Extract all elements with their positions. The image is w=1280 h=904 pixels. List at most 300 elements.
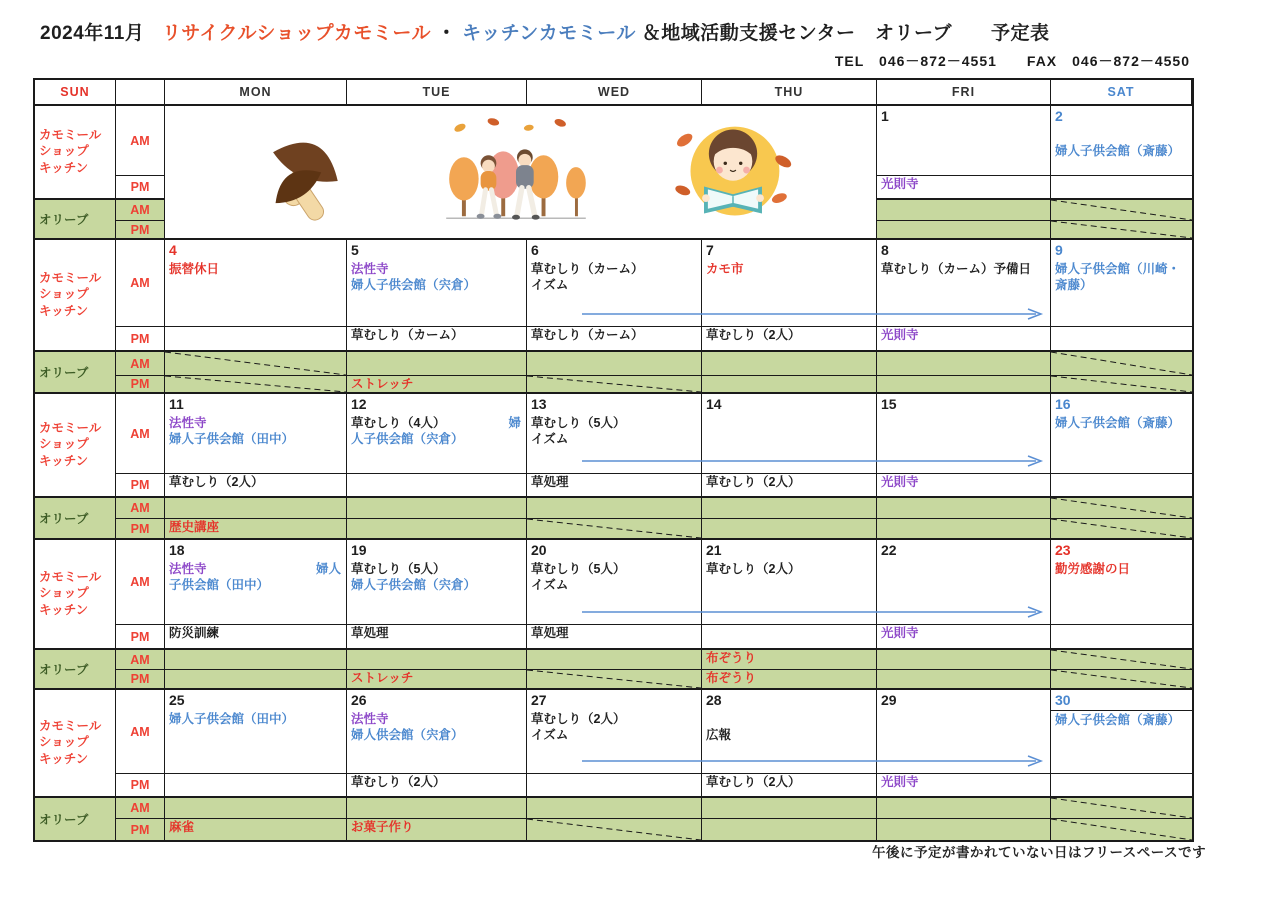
day-number: 23 — [1055, 542, 1071, 558]
day-30-sat-olive-pm-cell — [1051, 819, 1192, 840]
day-30-sat-am-cell — [1051, 690, 1192, 774]
title-kitchen: キッチンカモミール — [462, 23, 636, 44]
row-label-text: カモミール — [39, 569, 102, 584]
olive-pm-label: PM — [116, 519, 165, 540]
event-text: 婦人子供会館（川崎・ — [1055, 262, 1181, 276]
event-text: 布ぞうり — [706, 671, 757, 685]
day-number: 28 — [706, 692, 722, 708]
day-25-mon-olive-am-cell — [165, 798, 347, 819]
header-fri: FRI — [877, 80, 1051, 106]
day-4-mon-am-cell — [165, 240, 347, 327]
day-1-fri-olive-am-cell — [877, 200, 1051, 221]
day-number: 8 — [881, 242, 889, 258]
event-text: 光則寺 — [881, 775, 919, 789]
day-number: 2 — [1055, 108, 1063, 124]
event-text: 草むしり（5人） — [531, 562, 626, 576]
day-9-sat-olive-pm-cell — [1051, 376, 1192, 394]
day-6-wed-olive-am-cell — [527, 352, 702, 376]
day-29-fri-pm-cell — [877, 774, 1051, 798]
day-7-thu-pm-cell — [702, 327, 877, 352]
day-2-sat-olive-am-cell — [1051, 200, 1192, 221]
day-13-wed-olive-pm-cell — [527, 519, 702, 540]
day-16-sat-am-cell — [1051, 394, 1192, 474]
olive-am-label: AM — [116, 798, 165, 819]
closed-diagonal-line — [165, 376, 346, 392]
event-line — [527, 712, 701, 727]
am-label: AM — [116, 106, 165, 176]
event-text: 草むしり（5人） — [351, 562, 446, 576]
event-line — [1051, 262, 1192, 277]
event-text: 草むしり（5人） — [531, 416, 626, 430]
row-label-olive: オリーブ — [35, 498, 116, 540]
title-rest: ＆地域活動支援センター オリーブ 予定表 — [641, 23, 1050, 44]
event-text: 草むしり（2人） — [351, 775, 446, 789]
event-line — [347, 278, 526, 293]
page-title — [40, 18, 1050, 45]
day-5-tue-pm-cell — [347, 327, 527, 352]
closed-diagonal-line — [1051, 200, 1192, 220]
row-label-text: カモミール — [39, 127, 102, 142]
event-line — [165, 562, 346, 577]
day-number: 6 — [531, 242, 539, 258]
event-text: イズム — [531, 578, 569, 592]
event-text: 勤労感謝の日 — [1055, 562, 1131, 576]
day-number: 11 — [169, 396, 184, 412]
day-12-tue-pm-cell — [347, 474, 527, 498]
day-number: 27 — [531, 692, 547, 708]
event-text: イズム — [531, 432, 569, 446]
event-line — [165, 712, 346, 727]
closed-diagonal-line — [1051, 519, 1192, 538]
event-text: 法性寺 — [351, 262, 389, 276]
day-18-mon-am-cell — [165, 540, 347, 625]
event-line — [1051, 128, 1192, 143]
day-14-thu-am-cell — [702, 394, 877, 474]
row-label-text: ショップ — [39, 586, 89, 601]
day-number: 26 — [351, 692, 367, 708]
closed-diagonal-line — [527, 519, 701, 538]
day-number: 29 — [881, 692, 897, 708]
event-line — [165, 520, 346, 535]
day-13-wed-pm-cell — [527, 474, 702, 498]
event-line — [702, 562, 876, 577]
event-line — [702, 262, 876, 277]
day-number: 5 — [351, 242, 359, 258]
event-text: 広報 — [706, 728, 732, 742]
event-line — [702, 775, 876, 790]
schedule-table — [33, 78, 1194, 842]
event-line — [877, 262, 1050, 277]
day-1-fri-olive-pm-cell — [877, 221, 1051, 240]
event-text: 婦人子供会館（斎藤） — [1055, 144, 1181, 158]
am-label: AM — [116, 540, 165, 625]
day-number: 16 — [1055, 396, 1071, 412]
event-text: 光則寺 — [881, 626, 919, 640]
row-label-text: キッチン — [39, 453, 89, 468]
event-text: 法性寺 — [351, 712, 389, 726]
row-label-text: キッチン — [39, 602, 89, 617]
event-text: 婦人子供会館（宍倉） — [351, 578, 477, 592]
event-text: 法性寺 — [169, 562, 207, 576]
day-15-fri-pm-cell — [877, 474, 1051, 498]
day-30-sat-olive-am-cell — [1051, 798, 1192, 819]
day-22-fri-am-cell — [877, 540, 1051, 625]
day-9-sat-olive-am-cell — [1051, 352, 1192, 376]
day-23-sat-pm-cell — [1051, 625, 1192, 650]
event-line — [527, 416, 701, 431]
day-19-tue-olive-am-cell — [347, 650, 527, 670]
event-line — [877, 328, 1050, 343]
event-line — [347, 578, 526, 593]
day-number: 1 — [881, 108, 889, 124]
closed-diagonal-line — [1051, 819, 1192, 840]
event-line — [1051, 713, 1192, 728]
event-line — [702, 651, 876, 666]
day-5-tue-olive-pm-cell — [347, 376, 527, 394]
row-label-olive: オリーブ — [35, 200, 116, 240]
day-27-wed-olive-am-cell — [527, 798, 702, 819]
row-label-text: キッチン — [39, 303, 89, 318]
event-text: 草むしり（2人） — [531, 712, 626, 726]
day-number: 30 — [1051, 690, 1192, 711]
day-number: 7 — [706, 242, 714, 258]
day-number: 9 — [1055, 242, 1063, 258]
closed-diagonal-line — [1051, 650, 1192, 669]
day-21-thu-olive-pm-cell — [702, 670, 877, 690]
matsutake-mushrooms-illustration — [244, 115, 362, 229]
day-number: 13 — [531, 396, 547, 412]
row-label-text: カモミール — [39, 270, 102, 285]
closed-diagonal-line — [1051, 376, 1192, 392]
day-4-mon-olive-am-cell — [165, 352, 347, 376]
pm-label: PM — [116, 625, 165, 650]
event-line — [527, 432, 701, 447]
event-line — [347, 328, 526, 343]
day-11-mon-olive-pm-cell — [165, 519, 347, 540]
pm-label: PM — [116, 474, 165, 498]
event-line — [347, 626, 526, 641]
closed-diagonal-line — [527, 819, 701, 840]
am-label: AM — [116, 394, 165, 474]
day-number: 19 — [351, 542, 367, 558]
day-8-fri-am-cell — [877, 240, 1051, 327]
row-label-text: キッチン — [39, 751, 89, 766]
event-text: 草処理 — [351, 626, 389, 640]
olive-am-label: AM — [116, 498, 165, 519]
closed-diagonal-line — [1051, 498, 1192, 518]
event-text: 斎藤） — [1055, 278, 1093, 292]
footnote: 午後に予定が書かれていない日はフリースペースです — [872, 845, 1207, 860]
day-25-mon-pm-cell — [165, 774, 347, 798]
event-line — [877, 177, 1050, 192]
event-line — [702, 671, 876, 686]
day-15-fri-am-cell — [877, 394, 1051, 474]
day-16-sat-olive-am-cell — [1051, 498, 1192, 519]
olive-am-label: AM — [116, 352, 165, 376]
event-line — [165, 262, 346, 277]
event-line — [165, 626, 346, 641]
event-line — [1051, 562, 1192, 577]
day-16-sat-olive-pm-cell — [1051, 519, 1192, 540]
day-number: 20 — [531, 542, 547, 558]
day-1-fri-am-cell — [877, 106, 1051, 176]
event-text: 草むしり（2人） — [706, 328, 801, 342]
pm-label: PM — [116, 774, 165, 798]
event-text: 婦人 — [315, 562, 341, 576]
day-number: 18 — [169, 542, 185, 558]
closed-diagonal-line — [527, 670, 701, 688]
day-13-wed-am-cell — [527, 394, 702, 474]
event-text: 歴史講座 — [169, 520, 220, 534]
event-text: 光則寺 — [881, 328, 919, 342]
day-18-mon-olive-am-cell — [165, 650, 347, 670]
day-19-tue-am-cell — [347, 540, 527, 625]
day-12-tue-am-cell — [347, 394, 527, 474]
event-text: 婦人子供会館（斎藤） — [1055, 416, 1181, 430]
day-6-wed-am-cell — [527, 240, 702, 327]
title-separator-dot: ・ — [436, 23, 457, 44]
event-text: 草むしり（カーム） — [531, 262, 644, 276]
day-26-tue-olive-am-cell — [347, 798, 527, 819]
day-20-wed-olive-pm-cell — [527, 670, 702, 690]
event-line — [1051, 144, 1192, 159]
event-line — [165, 578, 346, 593]
day-7-thu-am-cell — [702, 240, 877, 327]
olive-pm-label: PM — [116, 819, 165, 840]
row-label-chamomile-shop-kitchen — [35, 394, 116, 498]
day-27-wed-olive-pm-cell — [527, 819, 702, 840]
day-25-mon-am-cell — [165, 690, 347, 774]
autumn-walk-illustration — [441, 114, 591, 230]
day-number: 15 — [881, 396, 897, 412]
event-line — [702, 728, 876, 743]
row-label-chamomile-shop-kitchen — [35, 540, 116, 650]
day-20-wed-olive-am-cell — [527, 650, 702, 670]
event-text: 婦人供会館（宍倉） — [351, 728, 464, 742]
am-label: AM — [116, 690, 165, 774]
day-29-fri-am-cell — [877, 690, 1051, 774]
day-2-sat-olive-pm-cell — [1051, 221, 1192, 240]
olive-pm-label: PM — [116, 670, 165, 690]
day-21-thu-pm-cell — [702, 625, 877, 650]
event-text: イズム — [531, 728, 569, 742]
event-text: 草むしり（カーム） — [531, 328, 644, 342]
event-line — [527, 328, 701, 343]
event-line — [527, 262, 701, 277]
day-20-wed-pm-cell — [527, 625, 702, 650]
day-14-thu-pm-cell — [702, 474, 877, 498]
pm-label: PM — [116, 176, 165, 200]
day-11-mon-pm-cell — [165, 474, 347, 498]
am-label: AM — [116, 240, 165, 327]
event-line — [165, 432, 346, 447]
event-line — [527, 626, 701, 641]
event-line — [527, 475, 701, 490]
day-number: 14 — [706, 396, 722, 412]
event-text: 婦人子供会館（田中） — [169, 712, 295, 726]
event-line — [165, 416, 346, 431]
closed-diagonal-line — [1051, 670, 1192, 688]
day-5-tue-am-cell — [347, 240, 527, 327]
row-label-text: カモミール — [39, 420, 102, 435]
day-number: 21 — [706, 542, 722, 558]
day-14-thu-olive-pm-cell — [702, 519, 877, 540]
day-15-fri-olive-pm-cell — [877, 519, 1051, 540]
header-thu: THU — [702, 80, 877, 106]
row-label-text: ショップ — [39, 735, 89, 750]
day-26-tue-am-cell — [347, 690, 527, 774]
header-sat: SAT — [1051, 80, 1192, 106]
day-23-sat-am-cell — [1051, 540, 1192, 625]
day-6-wed-pm-cell — [527, 327, 702, 352]
day-number: 25 — [169, 692, 185, 708]
event-text: 子供会館（田中） — [169, 578, 270, 592]
day-9-sat-pm-cell — [1051, 327, 1192, 352]
day-22-fri-olive-pm-cell — [877, 670, 1051, 690]
row-label-text: ショップ — [39, 437, 89, 452]
closed-diagonal-line — [1051, 352, 1192, 375]
olive-pm-label: PM — [116, 221, 165, 240]
illustration-cell — [165, 106, 877, 240]
header-wed: WED — [527, 80, 702, 106]
event-text: 麻雀 — [169, 820, 195, 834]
event-text: 振替休日 — [169, 262, 220, 276]
event-text: ストレッチ — [351, 671, 414, 685]
event-text: カモ市 — [706, 262, 744, 276]
day-13-wed-olive-am-cell — [527, 498, 702, 519]
event-line — [347, 262, 526, 277]
day-7-thu-olive-pm-cell — [702, 376, 877, 394]
row-label-text: ショップ — [39, 144, 89, 159]
event-line — [1051, 278, 1192, 293]
day-22-fri-pm-cell — [877, 625, 1051, 650]
event-text: ストレッチ — [351, 377, 414, 391]
day-2-sat-am-cell — [1051, 106, 1192, 176]
event-text: 布ぞうり — [706, 651, 757, 665]
day-8-fri-pm-cell — [877, 327, 1051, 352]
event-line — [347, 377, 526, 392]
day-2-sat-pm-cell — [1051, 176, 1192, 200]
event-line — [347, 775, 526, 790]
event-text: 光則寺 — [881, 475, 919, 489]
day-28-thu-pm-cell — [702, 774, 877, 798]
event-line — [347, 416, 526, 431]
event-line — [347, 671, 526, 686]
day-25-mon-olive-pm-cell — [165, 819, 347, 840]
contact-info: TEL 046－872－4551 FAX 046－872－4550 — [834, 53, 1190, 69]
event-line — [347, 728, 526, 743]
event-line — [527, 562, 701, 577]
event-line — [877, 475, 1050, 490]
event-line — [702, 475, 876, 490]
event-line — [702, 712, 876, 727]
title-recycle-shop: リサイクルショップカモミール — [162, 23, 432, 44]
day-5-tue-olive-am-cell — [347, 352, 527, 376]
closed-diagonal-line — [1051, 798, 1192, 818]
event-text: 婦人子供会館（斎藤） — [1055, 713, 1181, 727]
day-7-thu-olive-am-cell — [702, 352, 877, 376]
day-22-fri-olive-am-cell — [877, 650, 1051, 670]
event-text: 草むしり（2人） — [706, 475, 801, 489]
day-8-fri-olive-pm-cell — [877, 376, 1051, 394]
event-text: 草むしり（2人） — [706, 775, 801, 789]
day-21-thu-am-cell — [702, 540, 877, 625]
event-line — [347, 562, 526, 577]
olive-am-label: AM — [116, 200, 165, 221]
header-spacer — [116, 80, 165, 106]
day-14-thu-olive-am-cell — [702, 498, 877, 519]
row-label-text: キッチン — [39, 160, 89, 175]
day-number: 4 — [169, 242, 177, 258]
event-line — [702, 328, 876, 343]
event-line — [165, 475, 346, 490]
day-4-mon-pm-cell — [165, 327, 347, 352]
event-line — [877, 775, 1050, 790]
event-text: 防災訓練 — [169, 626, 220, 640]
event-text: イズム — [531, 278, 569, 292]
row-label-chamomile-shop-kitchen — [35, 690, 116, 798]
closed-diagonal-line — [1051, 221, 1192, 238]
event-line — [877, 626, 1050, 641]
row-label-text: ショップ — [39, 287, 89, 302]
event-text: 草処理 — [531, 626, 569, 640]
row-label-olive: オリーブ — [35, 650, 116, 690]
day-9-sat-am-cell — [1051, 240, 1192, 327]
day-27-wed-pm-cell — [527, 774, 702, 798]
closed-diagonal-line — [527, 376, 701, 392]
event-line — [527, 728, 701, 743]
row-label-olive: オリーブ — [35, 352, 116, 394]
event-text: 草むしり（カーム） — [351, 328, 464, 342]
event-line — [1051, 416, 1192, 431]
day-12-tue-olive-am-cell — [347, 498, 527, 519]
day-8-fri-olive-am-cell — [877, 352, 1051, 376]
day-29-fri-olive-pm-cell — [877, 819, 1051, 840]
event-text: 草処理 — [531, 475, 569, 489]
day-19-tue-pm-cell — [347, 625, 527, 650]
day-30-sat-pm-cell — [1051, 774, 1192, 798]
event-text: 草むしり（4人） — [351, 416, 446, 430]
event-text: 光則寺 — [881, 177, 919, 191]
day-18-mon-pm-cell — [165, 625, 347, 650]
event-line — [165, 820, 346, 835]
pm-label: PM — [116, 327, 165, 352]
day-21-thu-olive-am-cell — [702, 650, 877, 670]
day-20-wed-am-cell — [527, 540, 702, 625]
event-text: 婦 — [508, 416, 521, 430]
row-label-text: カモミール — [39, 718, 102, 733]
event-line — [347, 432, 526, 447]
event-text: お菓子作り — [351, 820, 414, 834]
day-23-sat-olive-am-cell — [1051, 650, 1192, 670]
day-number: 12 — [351, 396, 367, 412]
day-27-wed-am-cell — [527, 690, 702, 774]
day-28-thu-olive-pm-cell — [702, 819, 877, 840]
day-12-tue-olive-pm-cell — [347, 519, 527, 540]
day-23-sat-olive-pm-cell — [1051, 670, 1192, 690]
row-label-chamomile-shop-kitchen — [35, 240, 116, 352]
day-26-tue-olive-pm-cell — [347, 819, 527, 840]
title-month: 2024年11月 — [40, 23, 145, 44]
row-label-olive: オリーブ — [35, 798, 116, 840]
event-text: 法性寺 — [169, 416, 207, 430]
event-line — [527, 578, 701, 593]
day-28-thu-olive-am-cell — [702, 798, 877, 819]
event-text: 婦人子供会館（田中） — [169, 432, 295, 446]
day-11-mon-olive-am-cell — [165, 498, 347, 519]
event-line — [347, 820, 526, 835]
day-1-fri-pm-cell — [877, 176, 1051, 200]
